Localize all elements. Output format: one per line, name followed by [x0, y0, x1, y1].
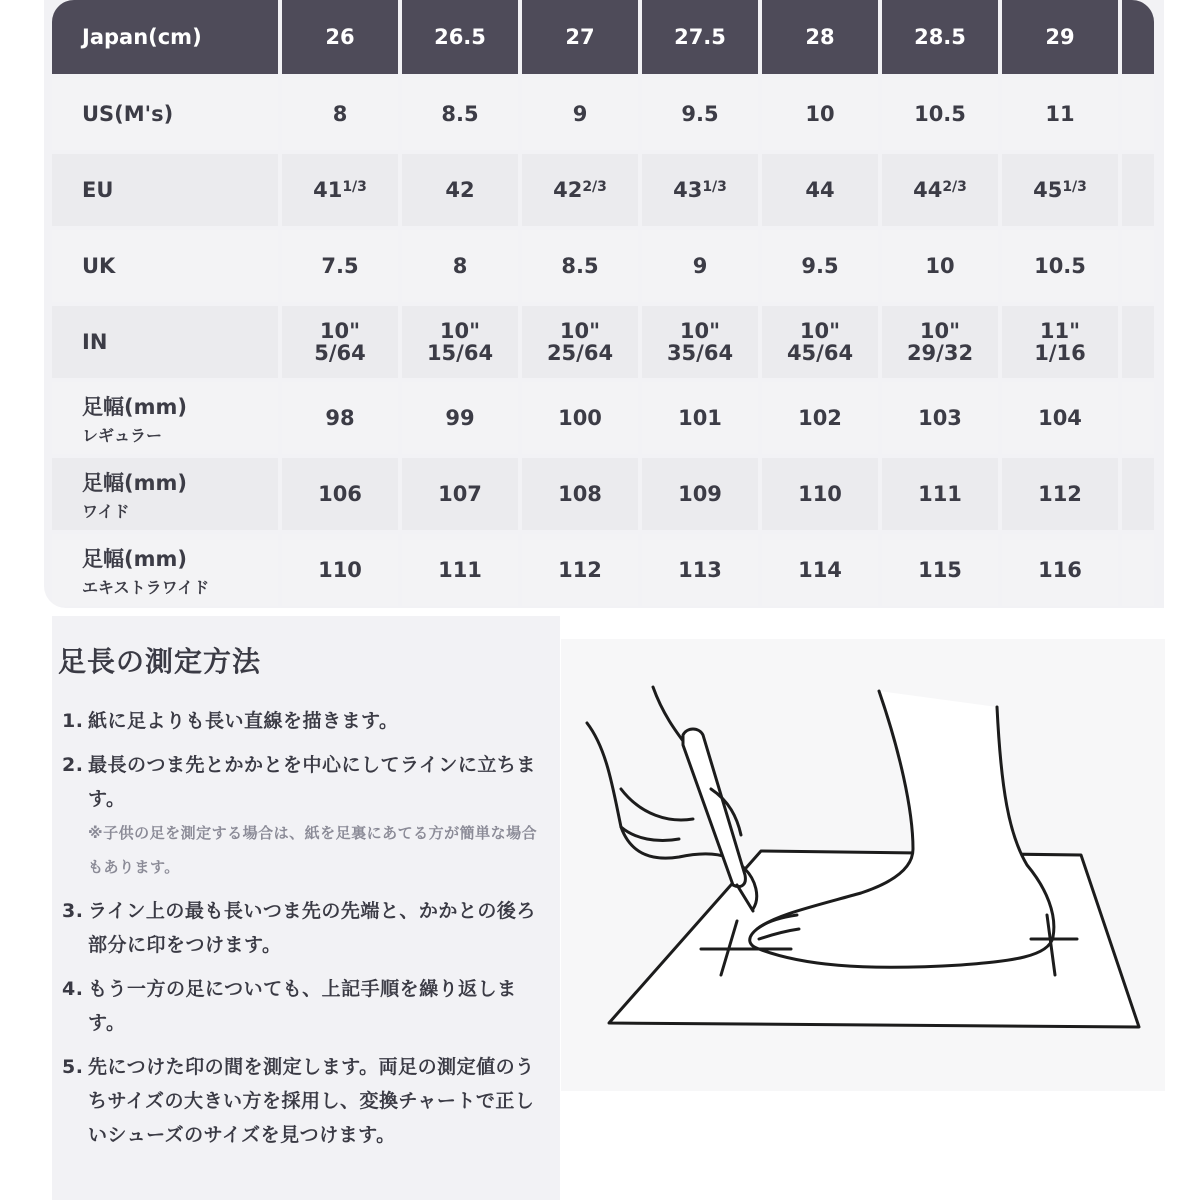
cell-value: 9: [572, 102, 588, 126]
instruction-step: [62, 748, 552, 884]
row-label: [52, 382, 278, 454]
cell-value: 11: [1045, 102, 1075, 126]
table-row: [52, 78, 1154, 150]
filler-cell: [1122, 154, 1154, 226]
table-cell: [282, 458, 398, 530]
cell-value: 115: [918, 558, 962, 582]
foot-measuring-illustration: [561, 639, 1165, 1091]
filler-cell: [1122, 78, 1154, 150]
cell-value: 10.5: [1034, 254, 1086, 278]
filler-cell: [1122, 382, 1154, 454]
table-cell: [522, 382, 638, 454]
table-cell: [522, 230, 638, 302]
cell-value: 108: [558, 482, 602, 506]
filler-cell: [1122, 534, 1154, 606]
step-text: 最長のつま先とかかとを中心にしてラインに立ちます。: [88, 754, 536, 810]
filler-cell: [1122, 306, 1154, 378]
cell-value: 10.5: [914, 102, 966, 126]
table-cell: [762, 382, 878, 454]
table-cell: [882, 306, 998, 378]
table-header-row: [52, 0, 1154, 74]
cell-value: 104: [1038, 406, 1082, 430]
table-cell: [1002, 78, 1118, 150]
table-cell: [1002, 382, 1118, 454]
cell-value: 112: [558, 558, 602, 582]
cell-value: 98: [325, 406, 355, 430]
size-table-grid: [48, 0, 1158, 608]
step-text: もう一方の足についても、上記手順を繰り返します。: [88, 978, 517, 1034]
cell-value: 8: [452, 254, 468, 278]
table-cell: [762, 458, 878, 530]
row-label-text: US(M's): [82, 102, 174, 126]
header-size-cell: 26.5: [402, 0, 518, 74]
instruction-step: [62, 894, 552, 962]
cell-value: 114: [798, 558, 842, 582]
cell-value: 106: [318, 482, 362, 506]
cell-value: 8.5: [441, 102, 479, 126]
row-label: [52, 154, 278, 226]
row-label: [52, 306, 278, 378]
row-label-text: 足幅(mm): [82, 394, 187, 419]
table-cell: [642, 154, 758, 226]
row-label-sub: レギュラー: [82, 425, 163, 445]
cell-value-line2: 29/32: [906, 341, 974, 365]
table-cell: [882, 382, 998, 454]
step-number: 2.: [62, 754, 84, 776]
cell-value: 109: [678, 482, 722, 506]
header-japan-label: Japan(cm): [52, 0, 278, 74]
cell-fraction: 1/3: [342, 179, 367, 195]
cell-value: 41: [313, 178, 343, 202]
header-size-cell: 26: [282, 0, 398, 74]
row-label: [52, 534, 278, 606]
cell-fraction: 2/3: [942, 179, 967, 195]
cell-value: 44: [913, 178, 943, 202]
filler-cell: [1122, 230, 1154, 302]
cell-value: 8.5: [561, 254, 599, 278]
cell-value: 111: [438, 558, 482, 582]
table-cell: [402, 78, 518, 150]
cell-value-line2: 5/64: [314, 341, 366, 365]
cell-value: 107: [438, 482, 482, 506]
row-label-sub: ワイド: [82, 501, 130, 521]
cell-value: 10": [559, 319, 601, 343]
header-filler-cell: [1122, 0, 1154, 74]
instructions-title: 足長の測定方法: [58, 645, 262, 678]
cell-value: 44: [805, 178, 835, 202]
header-size-cell: 28: [762, 0, 878, 74]
row-label-text: 足幅(mm): [82, 546, 187, 571]
table-cell: [642, 382, 758, 454]
cell-value: 42: [445, 178, 475, 202]
row-label-text: EU: [82, 178, 114, 202]
table-cell: [522, 458, 638, 530]
table-cell: [762, 534, 878, 606]
cell-value: 99: [445, 406, 475, 430]
cell-value: 9.5: [681, 102, 719, 126]
table-cell: [1002, 306, 1118, 378]
table-cell: [642, 306, 758, 378]
table-cell: [282, 230, 398, 302]
cell-value: 10: [805, 102, 835, 126]
table-cell: [282, 78, 398, 150]
cell-value: 9: [692, 254, 708, 278]
instruction-step: [62, 972, 552, 1040]
step-text: 紙に足よりも長い直線を描きます。: [88, 710, 399, 732]
table-cell: [642, 458, 758, 530]
instruction-step: [62, 1050, 552, 1152]
cell-value: 101: [678, 406, 722, 430]
cell-value: 10: [925, 254, 955, 278]
table-cell: [282, 534, 398, 606]
table-cell: [882, 78, 998, 150]
row-label-text: 足幅(mm): [82, 470, 187, 495]
header-size-cell: 27: [522, 0, 638, 74]
table-cell: [1002, 534, 1118, 606]
cell-value-line2: 35/64: [666, 341, 734, 365]
table-cell: [1002, 154, 1118, 226]
table-cell: [282, 382, 398, 454]
table-cell: [282, 306, 398, 378]
table-cell: [1002, 458, 1118, 530]
table-cell: [882, 154, 998, 226]
step-text: ライン上の最も長いつま先の先端と、かかとの後ろ部分に印をつけます。: [88, 900, 536, 956]
table-cell: [402, 382, 518, 454]
cell-value-line2: 15/64: [426, 341, 494, 365]
row-label: [52, 458, 278, 530]
row-label-sub: エキストラワイド: [82, 577, 210, 597]
cell-value: 10": [799, 319, 841, 343]
table-row: [52, 230, 1154, 302]
header-size-cell: 29: [1002, 0, 1118, 74]
table-cell: [402, 534, 518, 606]
cell-value: 8: [332, 102, 348, 126]
table-row: [52, 154, 1154, 226]
cell-value: 45: [1033, 178, 1063, 202]
step-note: ※子供の足を測定する場合は、紙を足裏にあてる方が簡単な場合もあります。: [88, 824, 538, 876]
step-number: 4.: [62, 978, 84, 1000]
size-conversion-table: [44, 0, 1164, 608]
cell-value: 10": [319, 319, 361, 343]
cell-value: 102: [798, 406, 842, 430]
header-size-cell: 27.5: [642, 0, 758, 74]
step-number: 3.: [62, 900, 84, 922]
cell-value: 111: [918, 482, 962, 506]
table-cell: [642, 230, 758, 302]
table-cell: [402, 458, 518, 530]
row-label: [52, 78, 278, 150]
step-text: 先につけた印の間を測定します。両足の測定値のうちサイズの大きい方を採用し、変換チャートで正しいシューズのサイズを見つけます。: [88, 1056, 535, 1146]
table-cell: [642, 534, 758, 606]
cell-value: 100: [558, 406, 602, 430]
table-cell: [762, 154, 878, 226]
step-number: 5.: [62, 1056, 84, 1078]
table-cell: [282, 154, 398, 226]
table-cell: [762, 230, 878, 302]
table-cell: [882, 230, 998, 302]
table-cell: [522, 306, 638, 378]
table-row: [52, 534, 1154, 606]
cell-value: 113: [678, 558, 722, 582]
cell-value: 7.5: [321, 254, 359, 278]
table-cell: [762, 306, 878, 378]
table-cell: [522, 78, 638, 150]
cell-value-line2: 45/64: [786, 341, 854, 365]
row-label-text: IN: [82, 330, 108, 354]
cell-value: 10": [919, 319, 961, 343]
table-cell: [882, 458, 998, 530]
table-cell: [402, 230, 518, 302]
cell-value: 110: [798, 482, 842, 506]
table-cell: [642, 78, 758, 150]
cell-value: 110: [318, 558, 362, 582]
header-size-cell: 28.5: [882, 0, 998, 74]
cell-value: 10": [439, 319, 481, 343]
cell-fraction: 1/3: [702, 179, 727, 195]
cell-value: 43: [673, 178, 703, 202]
table-row: [52, 458, 1154, 530]
cell-fraction: 1/3: [1062, 179, 1087, 195]
table-body: [52, 78, 1154, 606]
foot-measuring-icon: [561, 639, 1165, 1091]
table-cell: [522, 534, 638, 606]
cell-value: 103: [918, 406, 962, 430]
cell-value-line2: 1/16: [1034, 341, 1086, 365]
table-cell: [762, 78, 878, 150]
measurement-instructions: [52, 616, 560, 1200]
row-label: [52, 230, 278, 302]
table-cell: [1002, 230, 1118, 302]
table-cell: [402, 306, 518, 378]
table-cell: [882, 534, 998, 606]
cell-value: 42: [553, 178, 583, 202]
cell-value: 10": [679, 319, 721, 343]
table-cell: [522, 154, 638, 226]
cell-value: 11": [1039, 319, 1081, 343]
row-label-text: UK: [82, 254, 116, 278]
table-row: [52, 382, 1154, 454]
cell-fraction: 2/3: [582, 179, 607, 195]
instruction-step: [62, 704, 552, 738]
cell-value: 112: [1038, 482, 1082, 506]
step-number: 1.: [62, 710, 84, 732]
instruction-steps: [62, 704, 552, 1162]
table-cell: [402, 154, 518, 226]
filler-cell: [1122, 458, 1154, 530]
cell-value: 9.5: [801, 254, 839, 278]
cell-value-line2: 25/64: [546, 341, 614, 365]
cell-value: 116: [1038, 558, 1082, 582]
table-row: [52, 306, 1154, 378]
